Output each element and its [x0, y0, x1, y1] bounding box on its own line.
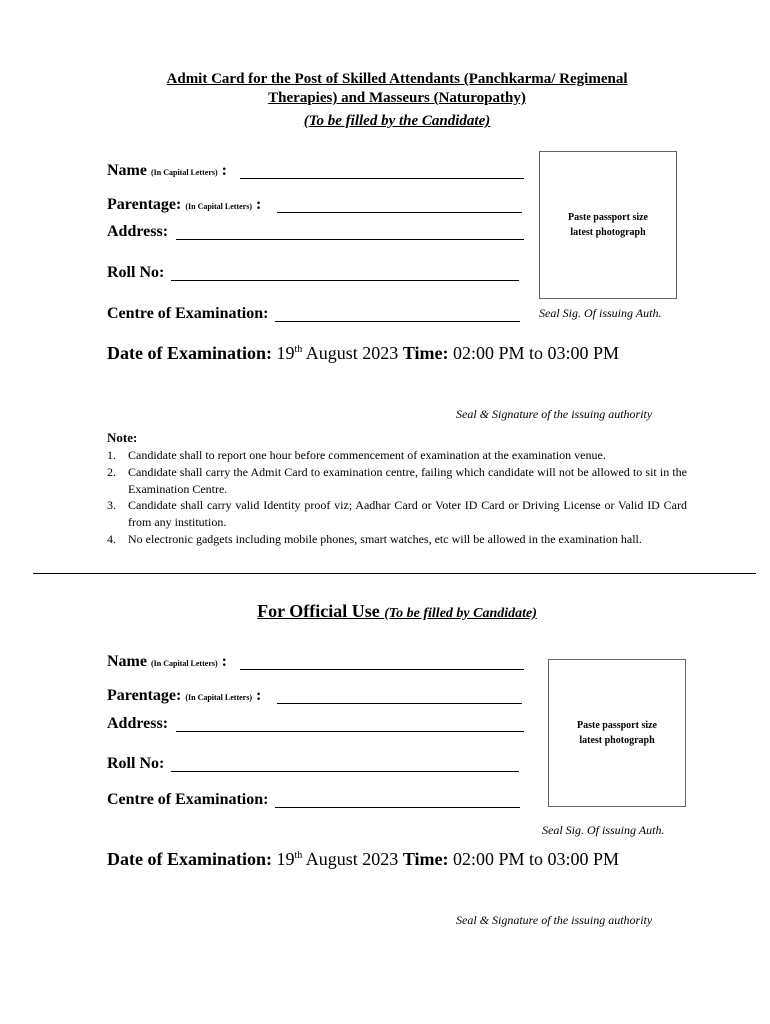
name-label: Name	[107, 162, 147, 179]
time-label: Time:	[402, 343, 449, 363]
name-label: Name	[107, 653, 147, 670]
official-heading-text: For Official Use	[257, 601, 380, 621]
note-text: Candidate shall to report one hour before commencement of examination at the examination venue.	[128, 448, 606, 462]
note-item	[107, 464, 687, 498]
name-colon: :	[221, 653, 227, 670]
photo-line-2: latest photograph	[579, 735, 655, 746]
address-label-official: Address:	[107, 715, 169, 732]
parentage-field-label-official	[107, 686, 261, 708]
seal-sig-short-top: Seal Sig. Of issuing Auth.	[539, 306, 662, 320]
date-label: Date of Examination:	[107, 343, 272, 363]
parentage-colon: :	[256, 687, 262, 704]
address-input-line-official[interactable]	[176, 731, 524, 732]
centre-label: Centre of Examination:	[107, 305, 269, 322]
note-number: 3.	[107, 498, 116, 513]
centre-label-official: Centre of Examination:	[107, 791, 269, 808]
name-hint: (In Capital Letters)	[150, 168, 218, 177]
title-line-1: Admit Card for the Post of Skilled Attendants (Panchkarma/ Regimenal	[166, 71, 628, 87]
name-input-line[interactable]	[240, 178, 524, 179]
exam-month-year: August 2023	[305, 343, 399, 363]
name-field-label	[107, 161, 227, 183]
parentage-input-line[interactable]	[277, 212, 522, 213]
parentage-colon: :	[256, 196, 262, 213]
seal-signature-official: Seal & Signature of the issuing authority	[456, 913, 653, 927]
exam-time: 02:00 PM to 03:00 PM	[452, 849, 620, 869]
exam-month-year: August 2023	[305, 849, 399, 869]
photo-box-official[interactable]	[548, 659, 686, 807]
parentage-label: Parentage:	[107, 196, 182, 213]
title-line-2: Therapies) and Masseurs (Naturopathy)	[268, 90, 526, 106]
address-input-line[interactable]	[176, 239, 524, 240]
exam-day-suffix: th	[294, 344, 303, 355]
roll-no-label: Roll No:	[107, 264, 165, 281]
photo-box-top[interactable]	[539, 151, 677, 299]
name-hint: (In Capital Letters)	[150, 659, 218, 668]
name-field-label-official	[107, 652, 227, 674]
note-text: Candidate shall carry valid Identity proof viz; Aadhar Card or Voter ID Card or Driving License or Valid ID Card from any institution.	[128, 498, 687, 530]
note-number: 4.	[107, 531, 116, 546]
official-heading-italic: (To be filled by Candidate)	[384, 606, 537, 621]
photo-placeholder-text	[553, 210, 663, 240]
photo-line-2: latest photograph	[570, 227, 646, 238]
parentage-hint: (In Capital Letters)	[185, 693, 252, 702]
roll-no-input-line-official[interactable]	[171, 771, 519, 772]
admit-card-title	[100, 70, 694, 108]
name-colon: :	[221, 162, 227, 179]
note-text: Candidate shall carry the Admit Card to examination centre, failing which candidate will not be allowed to sit in the Examination Centre.	[128, 464, 687, 496]
time-label: Time:	[402, 849, 449, 869]
parentage-label: Parentage:	[107, 687, 182, 704]
note-item	[107, 531, 687, 548]
centre-input-line[interactable]	[275, 321, 520, 322]
name-input-line-official[interactable]	[240, 669, 524, 670]
note-item	[107, 447, 687, 464]
roll-no-input-line[interactable]	[171, 280, 519, 281]
photo-placeholder-text	[562, 718, 672, 748]
section-divider	[33, 573, 756, 574]
exam-day: 19	[276, 849, 295, 869]
note-text: No electronic gadgets including mobile phones, smart watches, etc will be allowed in the examination hall.	[128, 531, 642, 546]
note-item	[107, 497, 687, 531]
official-use-heading	[100, 601, 694, 622]
roll-no-label-official: Roll No:	[107, 755, 165, 772]
exam-time: 02:00 PM to 03:00 PM	[452, 343, 620, 363]
note-number: 2.	[107, 464, 116, 479]
note-heading: Note:	[107, 430, 138, 445]
exam-date-line-top	[107, 343, 619, 364]
photo-line-1: Paste passport size	[568, 212, 648, 223]
notes-list	[107, 447, 687, 548]
note-number: 1.	[107, 448, 116, 462]
centre-input-line-official[interactable]	[275, 807, 520, 808]
address-label: Address:	[107, 223, 169, 240]
exam-day: 19	[276, 343, 295, 363]
date-label: Date of Examination:	[107, 849, 272, 869]
admit-card-subtitle: (To be filled by the Candidate)	[303, 113, 491, 129]
seal-signature-top: Seal & Signature of the issuing authority	[456, 407, 653, 421]
photo-line-1: Paste passport size	[577, 720, 657, 731]
exam-date-line-official	[107, 849, 619, 870]
seal-sig-short-official: Seal Sig. Of issuing Auth.	[542, 823, 665, 837]
parentage-hint: (In Capital Letters)	[185, 202, 252, 211]
exam-day-suffix: th	[294, 850, 303, 861]
parentage-input-line-official[interactable]	[277, 703, 522, 704]
parentage-field-label	[107, 195, 261, 217]
